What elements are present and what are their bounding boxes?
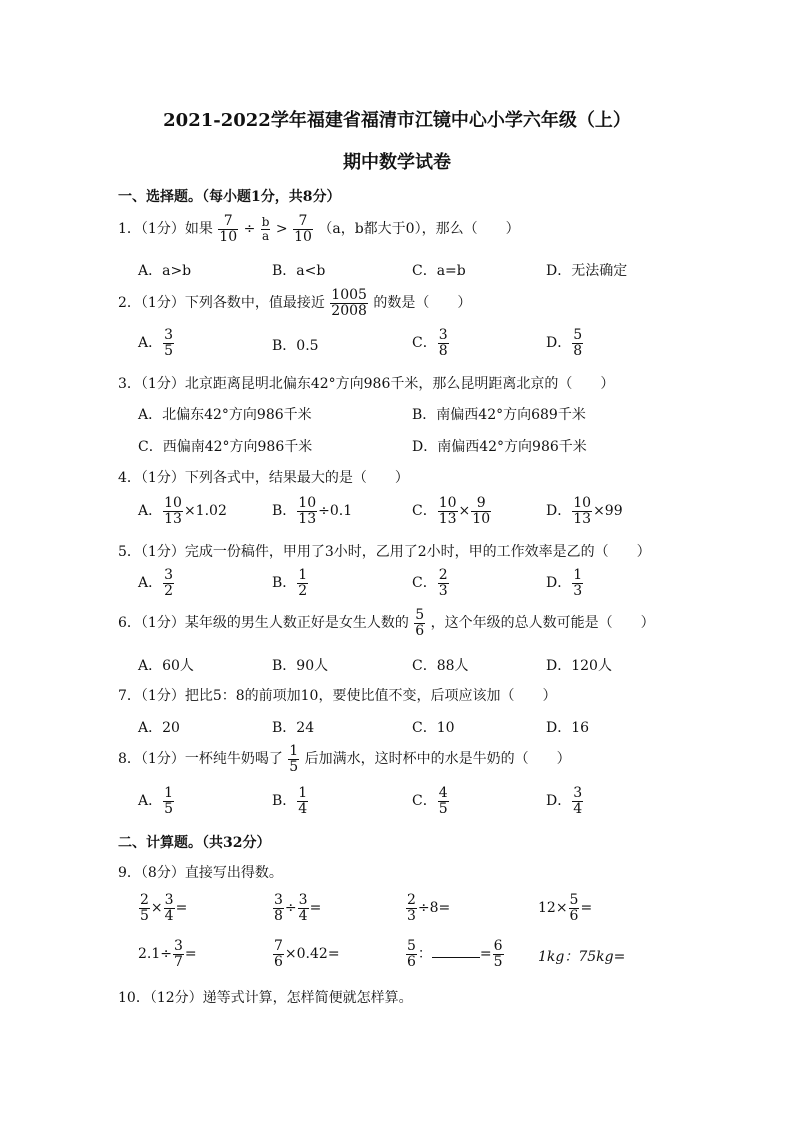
- q9-expr-3: $\frac{2}{3}$ ÷8=: [407, 892, 451, 924]
- q3-option-d[interactable]: D．南偏西42°方向986千米: [412, 439, 587, 455]
- question-1: [118, 214, 520, 244]
- q9-expr-4: 12× $\frac{5}{6}$ =: [538, 892, 593, 924]
- q1-frac-3: $\frac{7}{10}$: [294, 213, 312, 245]
- q9-expr-2: $\frac{3}{8}$ ÷ $\frac{3}{4}$ =: [274, 892, 322, 924]
- q7-option-b[interactable]: B．24: [272, 720, 315, 736]
- exam-subtitle: 期中数学试卷: [343, 152, 451, 173]
- q1-operator: ÷: [243, 221, 256, 238]
- section-calc-heading: 二、计算题。（共32分）: [118, 835, 271, 851]
- question-4: 4．（1分）下列各式中，结果最大的是（ ）: [118, 470, 409, 486]
- q4-option-a[interactable]: A． $\frac{10}{13}$ ×1.02: [138, 495, 227, 527]
- question-8: 8．（1分）一杯纯牛奶喝了 $\frac{1}{5}$ 后加满水，这时杯中的水是牛奶的（ ）: [118, 743, 571, 775]
- section-choice-heading: 一、选择题。（每小题1分，共8分）: [118, 189, 341, 205]
- question-10: 10．（12分）递等式计算，怎样简便就怎样算。: [118, 990, 413, 1006]
- q1-frac-2: $\frac{b}{a}$: [261, 215, 270, 243]
- q4-option-b[interactable]: B． $\frac{10}{13}$ ÷0.1: [272, 495, 353, 527]
- q1-option-c[interactable]: C．a=b: [412, 263, 466, 279]
- q9-expr-1: $\frac{2}{5}$ × $\frac{3}{4}$ =: [140, 892, 188, 924]
- answer-blank[interactable]: [432, 957, 480, 958]
- q2-frac: $\frac{1005}{2008}$: [331, 287, 367, 319]
- question-7: 7．（1分）把比5：8的前项加10，要使比值不变，后项应该加（ ）: [118, 688, 557, 704]
- q6-option-d[interactable]: D．120人: [546, 658, 612, 674]
- question-6: 6．（1分）某年级的男生人数正好是女生人数的 $\frac{5}{6}$ ，这个年级的总人数可能是（ ）: [118, 607, 655, 639]
- q3-option-b[interactable]: B．南偏西42°方向689千米: [412, 407, 586, 423]
- q3-option-a[interactable]: A．北偏东42°方向986千米: [138, 407, 312, 423]
- q2-option-c[interactable]: C． $\frac{3}{8}$: [412, 327, 448, 359]
- q5-option-a[interactable]: A． $\frac{3}{2}$: [138, 567, 174, 599]
- q5-option-d[interactable]: D． $\frac{1}{3}$: [546, 567, 583, 599]
- q8-option-d[interactable]: D． $\frac{3}{4}$: [546, 785, 583, 817]
- q7-option-d[interactable]: D．16: [546, 720, 590, 736]
- question-3: 3．（1分）北京距离昆明北偏东42°方向986千米，那么昆明距离北京的（ ）: [118, 376, 615, 392]
- q5-option-c[interactable]: C． $\frac{2}{3}$: [412, 567, 448, 599]
- q1-prefix: 1．（1分）如果: [118, 221, 213, 238]
- q1-suffix: （a，b都大于0），那么（ ）: [318, 221, 520, 238]
- q7-option-a[interactable]: A．20: [138, 720, 180, 736]
- q1-greater-than: >: [275, 221, 288, 238]
- q2-option-a[interactable]: A． $\frac{3}{5}$: [138, 327, 174, 359]
- q1-option-a[interactable]: A．a>b: [138, 263, 192, 279]
- q9-expr-8: 1kg：75kg=: [538, 949, 626, 965]
- q1-option-b[interactable]: B．a<b: [272, 263, 326, 279]
- q2-option-d[interactable]: D． $\frac{5}{8}$: [546, 327, 583, 359]
- q4-option-d[interactable]: D． $\frac{10}{13}$ ×99: [546, 495, 623, 527]
- q8-option-a[interactable]: A． $\frac{1}{5}$: [138, 785, 174, 817]
- question-9: 9．（8分）直接写出得数。: [118, 865, 283, 881]
- q9-expr-7: $\frac{5}{6}$ ： = $\frac{6}{5}$: [407, 938, 503, 970]
- q1-frac-1: $\frac{7}{10}$: [219, 213, 238, 245]
- q8-frac: $\frac{1}{5}$: [289, 743, 299, 775]
- q6-option-a[interactable]: A．60人: [138, 658, 194, 674]
- question-2: 2．（1分）下列各数中，值最接近 $\frac{1005}{2008}$ 的数是（ ）: [118, 287, 472, 319]
- q9-expr-6: $\frac{7}{6}$ ×0.42=: [274, 938, 340, 970]
- q4-option-c[interactable]: C． $\frac{10}{13}$ × $\frac{9}{10}$: [412, 495, 491, 527]
- question-5: 5．（1分）完成一份稿件，甲用了3小时，乙用了2小时，甲的工作效率是乙的（ ）: [118, 544, 651, 560]
- q2-option-b[interactable]: B．0.5: [272, 338, 319, 354]
- q1-option-d[interactable]: D．无法确定: [546, 263, 628, 279]
- q6-option-c[interactable]: C．88人: [412, 658, 469, 674]
- exam-title: 2021-2022学年福建省福清市江镜中心小学六年级（上）: [163, 110, 631, 131]
- q3-option-c[interactable]: C．西偏南42°方向986千米: [138, 439, 313, 455]
- q6-option-b[interactable]: B．90人: [272, 658, 329, 674]
- q8-option-b[interactable]: B． $\frac{1}{4}$: [272, 785, 308, 817]
- q7-option-c[interactable]: C．10: [412, 720, 455, 736]
- q8-option-c[interactable]: C． $\frac{4}{5}$: [412, 785, 448, 817]
- q9-expr-5: 2.1÷ $\frac{3}{7}$ =: [138, 938, 197, 970]
- q5-option-b[interactable]: B． $\frac{1}{2}$: [272, 567, 308, 599]
- q6-frac: $\frac{5}{6}$: [415, 607, 425, 639]
